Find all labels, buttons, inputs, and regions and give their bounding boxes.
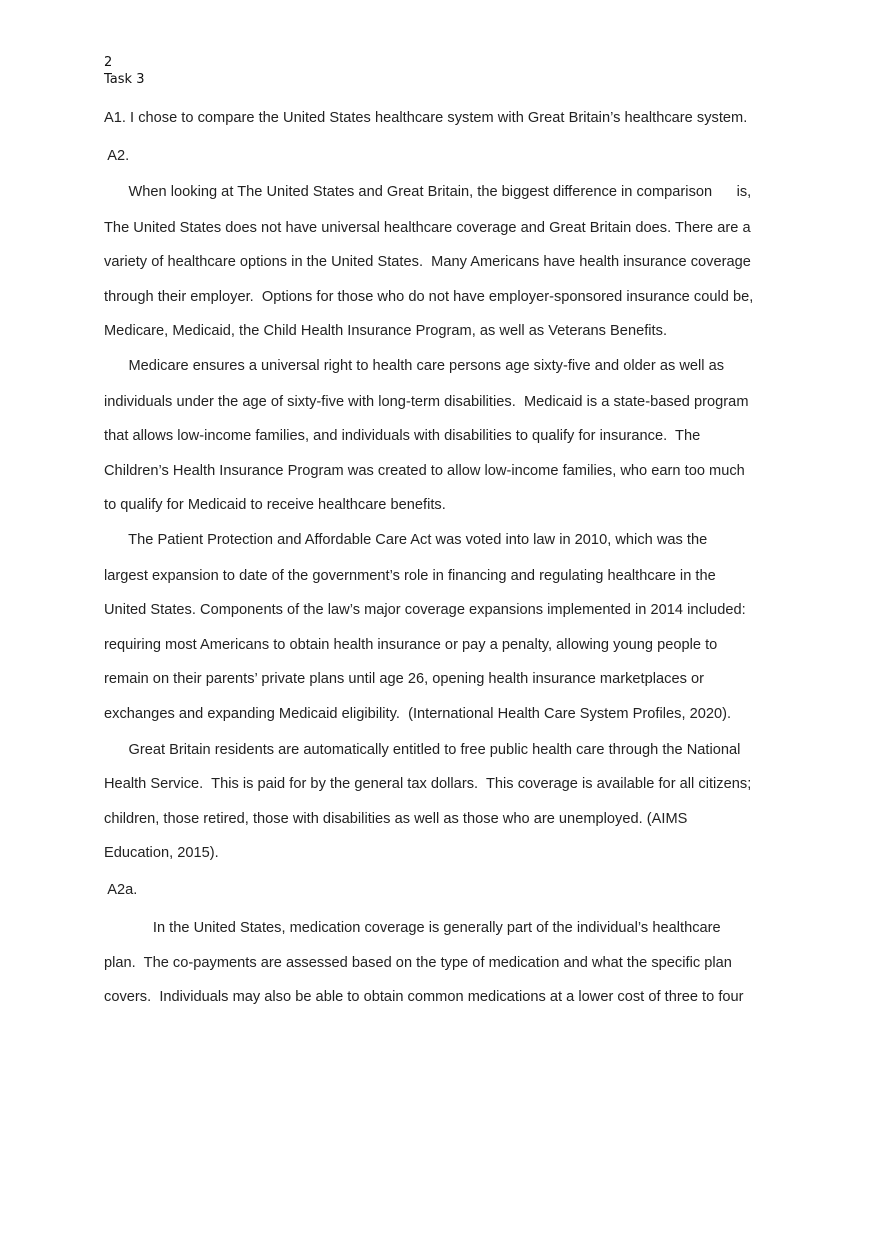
text-line: remain on their parents’ private plans until age 26, opening health insurance marketplaces or xyxy=(104,671,705,687)
text-line: Medicare ensures a universal right to health care persons age sixty-five and older as well as xyxy=(104,358,725,374)
text-line: covers. Individuals may also be able to obtain common medications at a lower cost of three to four xyxy=(104,989,744,1005)
text-line: through their employer. Options for those who do not have employer-sponsored insurance could be, xyxy=(104,289,754,305)
text-line: that allows low-income families, and individuals with disabilities to qualify for insurance. The xyxy=(104,428,701,444)
text-line: In the United States, medication coverage is generally part of the individual’s healthcare xyxy=(104,920,721,936)
section-heading: A2a. xyxy=(104,882,138,898)
text-line: United States. Components of the law’s major coverage expansions implemented in 2014 included: xyxy=(104,602,746,618)
text-line: The United States does not have universal healthcare coverage and Great Britain does. There are a xyxy=(104,220,751,236)
text-line: When looking at The United States and Great Britain, the biggest difference in comparison is, xyxy=(104,184,752,200)
text-line: requiring most Americans to obtain health insurance or pay a penalty, allowing young people to xyxy=(104,637,718,653)
text-line: exchanges and expanding Medicaid eligibility. (International Health Care System Profiles, 2020). xyxy=(104,706,732,722)
text-line: to qualify for Medicaid to receive healthcare benefits. xyxy=(104,497,446,513)
text-line: Great Britain residents are automatically entitled to free public health care through the National xyxy=(104,742,741,758)
text-line: individuals under the age of sixty-five with long-term disabilities. Medicaid is a state-based program xyxy=(104,394,749,410)
text-line: Health Service. This is paid for by the general tax dollars. This coverage is available for all citizens; xyxy=(104,776,752,792)
text-line: plan. The co-payments are assessed based on the type of medication and what the specific plan xyxy=(104,955,732,971)
text-line: A1. I chose to compare the United States healthcare system with Great Britain’s healthcare system. xyxy=(104,110,748,126)
page-number: 2 xyxy=(104,55,113,70)
text-line: Medicare, Medicaid, the Child Health Insurance Program, as well as Veterans Benefits. xyxy=(104,323,668,339)
task-label: Task 3 xyxy=(104,72,145,87)
section-heading: A2. xyxy=(104,148,130,164)
text-line: Children’s Health Insurance Program was created to allow low-income families, who earn too much xyxy=(104,463,745,479)
text-line: children, those retired, those with disabilities as well as those who are unemployed. (AIMS xyxy=(104,811,688,827)
text-line: The Patient Protection and Affordable Care Act was voted into law in 2010, which was the xyxy=(104,532,708,548)
text-line: Education, 2015). xyxy=(104,845,219,861)
page-header xyxy=(104,54,144,88)
text-line: variety of healthcare options in the United States. Many Americans have health insurance coverage xyxy=(104,254,751,270)
text-line: largest expansion to date of the government’s role in financing and regulating healthcare in the xyxy=(104,568,716,584)
